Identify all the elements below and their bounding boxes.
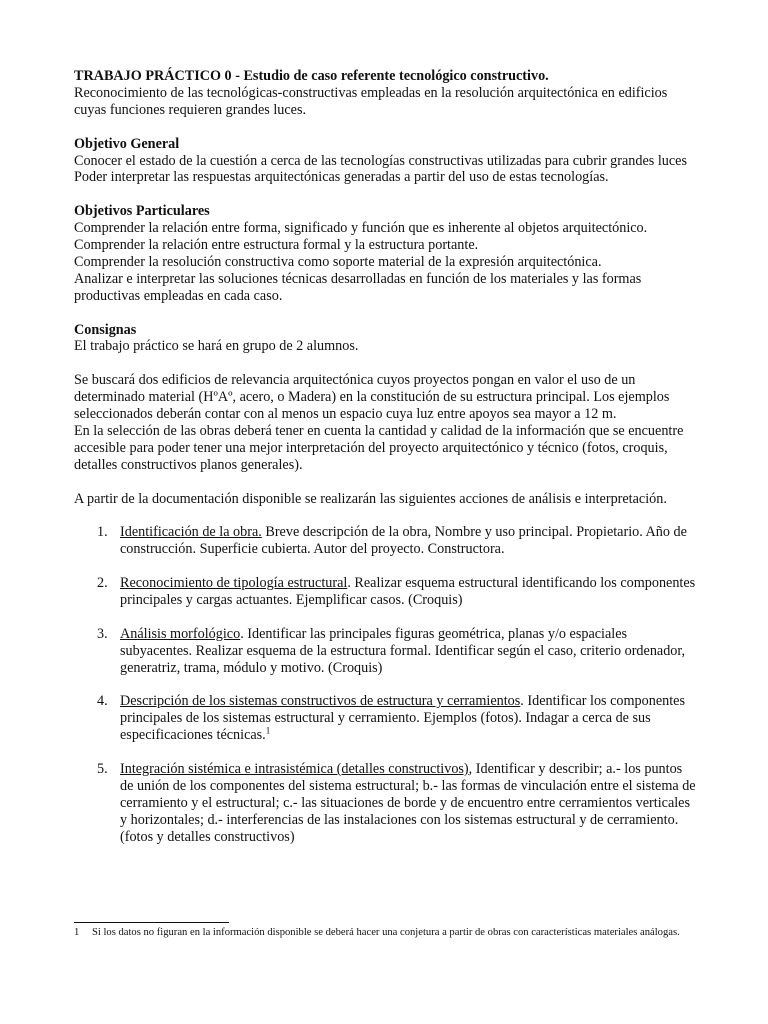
- section-objetivos-particulares: [74, 203, 698, 304]
- paragraph: El trabajo práctico se hará en grupo de 2 alumnos.: [74, 338, 359, 355]
- section-heading: Consignas: [74, 321, 137, 338]
- task-number: 4.: [97, 693, 108, 710]
- footnote: [74, 926, 698, 940]
- document-intro: Reconocimiento de las tecnológicas-constructivas empleadas en la resolución arquitectónica en edificios cuyas funciones requieren grandes luces.: [74, 84, 668, 118]
- task-number: 3.: [97, 625, 108, 642]
- paragraph: Conocer el estado de la cuestión a cerca de las tecnologías constructivas utilizadas para cubrir grandes luces: [74, 152, 687, 169]
- document-header: [74, 68, 698, 119]
- paragraph: Analizar e interpretar las soluciones técnicas desarrolladas en función de los materiales y las formas productivas empleadas en cada caso.: [74, 270, 642, 304]
- paragraph: Comprender la resolución constructiva como soporte material de la expresión arquitectónica.: [74, 253, 602, 270]
- task-text: . Identificar las principales figuras geométrica, planas y/o espaciales subyacentes. Realizar esquema de la estructura formal. Identificar según el caso, criterio ordenador, generatriz, trama, módulo y motivo. (Croquis): [120, 625, 686, 676]
- task-item: [74, 693, 698, 744]
- task-text: . Realizar esquema estructural identificando los componentes principales y cargas actuantes. Ejemplificar casos. (Croquis): [120, 575, 696, 608]
- paragraph: Poder interpretar las respuestas arquitectónicas generadas a partir del uso de estas tecnologías.: [74, 169, 609, 186]
- task-title: Reconocimiento de tipología estructural: [120, 575, 348, 592]
- paragraph: Comprender la relación entre estructura formal y la estructura portante.: [74, 237, 479, 254]
- paragraph: En la selección de las obras deberá tener en cuenta la cantidad y calidad de la información que se encuentre accesible para poder tener una mejor interpretación del proyecto arquitectónico y técnico (fotos, croquis, detalles constructivos planos generales).: [74, 422, 684, 473]
- task-number: 5.: [97, 761, 108, 777]
- task-item: [74, 524, 698, 558]
- section-consignas: [74, 322, 698, 356]
- task-list: [74, 524, 698, 845]
- footnote-text: Si los datos no figuran en la información disponible se deberá hacer una conjetura a partir de obras con características materiales análogas.: [92, 927, 680, 938]
- task-item: [74, 761, 698, 846]
- paragraph: Se buscará dos edificios de relevancia arquitectónica cuyos proyectos pongan en valor el uso de un determinado material (HºAº, acero, o Madera) en la constitución de su estructura principal. Los ejemplos seleccionados deberán contar con al menos un espacio cuya luz entre apoyos sea mayor a 12 m.: [74, 372, 670, 423]
- task-title: Integración sistémica e intrasistémica (detalles constructivos): [120, 761, 469, 777]
- paragraph: Comprender la relación entre forma, significado y función que es inherente al objetos arquitectónico.: [74, 220, 648, 237]
- consignas-edificios: [74, 372, 698, 473]
- task-text: Breve descripción de la obra, Nombre y uso principal. Propietario. Año de construcción. Superficie cubierta. Autor del proyecto. Constructora.: [120, 524, 687, 558]
- task-title: Descripción de los sistemas constructivos de estructura y cerramientos: [120, 693, 521, 710]
- task-item: [74, 626, 698, 677]
- task-item: [74, 575, 698, 609]
- task-number: 2.: [97, 575, 108, 592]
- task-number: 1.: [97, 524, 108, 541]
- document-page: [74, 68, 698, 862]
- section-heading: Objetivos Particulares: [74, 203, 210, 220]
- document-title: TRABAJO PRÁCTICO 0 - Estudio de caso referente tecnológico constructivo.: [74, 68, 549, 84]
- task-text: , Identificar y describir; a.- los puntos de unión de los componentes del sistema estructural; b.- las formas de vinculación entre el sistema de cerramiento y el estructural; c.- las situaciones de borde y de encuentro entre cerramientos verticales y horizontales; d.- interferencias de las instalaciones con los sistemas estructural y de cerramiento.(fotos y detalles constructivos): [120, 761, 696, 845]
- footnote-reference: 1: [265, 725, 271, 736]
- task-title: Identificación de la obra.: [120, 524, 262, 541]
- footnote-divider: [74, 922, 229, 923]
- task-text: . Identificar los componentes principales de los sistemas estructural y cerramiento. Ejemplos (fotos). Indagar a cerca de sus especificaciones técnicas.: [120, 693, 685, 744]
- task-title: Análisis morfológico: [120, 625, 241, 642]
- footnote-number: 1: [74, 927, 80, 938]
- section-heading: Objetivo General: [74, 135, 180, 152]
- paragraph: A partir de la documentación disponible se realizarán las siguientes acciones de análisis e interpretación.: [74, 490, 667, 507]
- consignas-acciones: [74, 491, 698, 508]
- section-objetivo-general: [74, 136, 698, 187]
